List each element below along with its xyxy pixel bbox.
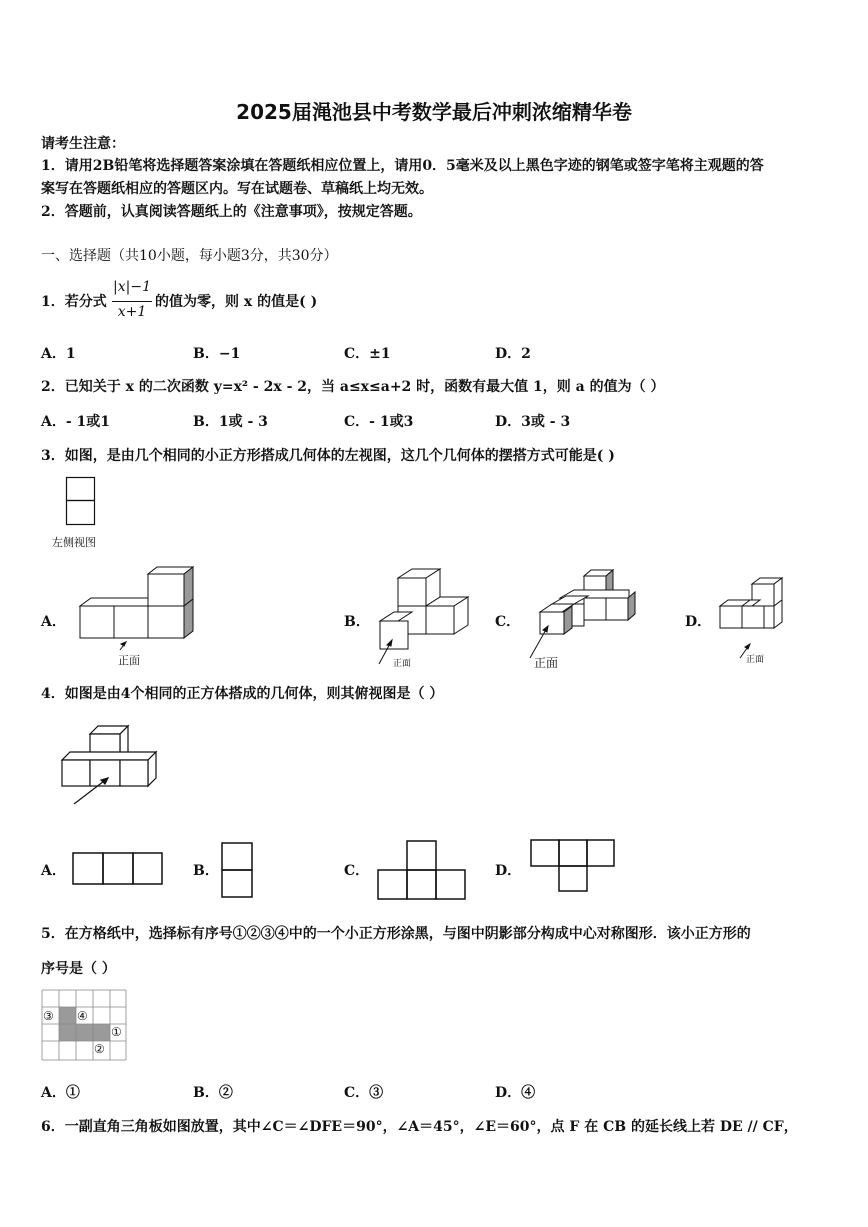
q3-left-view-figure (66, 477, 96, 527)
q5-option-c[interactable]: C．③ (344, 1085, 384, 1101)
q4-option-b[interactable]: B． (193, 863, 219, 879)
q3-figure-b-front-label: 正面 (393, 659, 412, 669)
q5-option-b[interactable]: B．② (193, 1085, 233, 1101)
q4-figure-c (377, 840, 467, 900)
q5-mark-1: ① (111, 1025, 122, 1039)
q1-option-a[interactable]: A．1 (41, 346, 76, 362)
q3-option-a[interactable]: A． (41, 614, 66, 630)
q4-option-c[interactable]: C． (344, 863, 370, 879)
q2-option-d[interactable]: D．3或 - 3 (495, 414, 571, 430)
q5-option-a[interactable]: A．① (41, 1085, 80, 1101)
q3-figure-d-front-label: 正面 (746, 655, 765, 665)
q3-figure-c-front-label: 正面 (534, 656, 559, 670)
page-title: 2025届渑池县中考数学最后冲刺浓缩精华卷 (236, 100, 632, 124)
q1-numerator: |x|−1 (113, 279, 151, 295)
q4-option-a[interactable]: A． (41, 863, 66, 879)
q1-prefix: 1．若分式 (41, 294, 107, 310)
fraction-bar (112, 301, 152, 302)
q3-option-b[interactable]: B． (344, 614, 370, 630)
q2-option-c[interactable]: C．- 1或3 (344, 414, 414, 430)
q5-mark-4: ④ (77, 1009, 88, 1023)
q4-figure (58, 724, 162, 808)
q5-mark-2: ② (94, 1042, 105, 1056)
q1-option-c[interactable]: C．±1 (344, 346, 391, 362)
q5-line-2: 序号是（ ） (41, 961, 116, 977)
q4-figure-a (72, 852, 164, 886)
q4-figure-d (530, 839, 616, 893)
section-heading: 一、选择题（共10小题，每小题3分，共30分） (41, 248, 338, 264)
q6-text: 6．一副直角三角板如图放置，其中∠C＝∠DFE＝90°，∠A＝45°，∠E＝60°，点 F 在 CB 的延长线上若 DE // CF， (41, 1119, 798, 1135)
notice-line-1: 1．请用2B铅笔将选择题答案涂填在答题纸相应位置上，请用0．5毫米及以上黑色字迹的钢笔或签字笔将主观题的答 (41, 158, 764, 174)
q2-option-a[interactable]: A．- 1或1 (41, 414, 111, 430)
q5-line-1: 5．在方格纸中，选择标有序号①②③④中的一个小正方形涂黑，与图中阴影部分构成中心对称图形．该小正方形的 (41, 926, 751, 942)
q3-figure-a-front-label: 正面 (118, 654, 140, 667)
notice-line-2: 案写在答题纸相应的答题区内。写在试题卷、草稿纸上均无效。 (41, 181, 433, 197)
q2-option-b[interactable]: B．1或 - 3 (193, 414, 268, 430)
q1-denominator: x+1 (117, 304, 147, 320)
q4-text: 4．如图是由4个相同的正方体搭成的几何体，则其俯视图是（ ） (41, 686, 444, 702)
q3-figure-a (78, 566, 200, 666)
q5-mark-3: ③ (43, 1009, 54, 1023)
q1-option-b[interactable]: B．−1 (193, 346, 241, 362)
q1-option-d[interactable]: D．2 (495, 346, 531, 362)
q5-option-d[interactable]: D．④ (495, 1085, 536, 1101)
q3-text: 3．如图，是由几个相同的小正方形搭成几何体的左视图，这几个几何体的摆搭方式可能是( ) (41, 448, 615, 464)
q4-option-d[interactable]: D． (495, 863, 522, 879)
q3-figure-b (372, 568, 474, 670)
q3-figure-d (718, 576, 786, 664)
q1-suffix: 的值为零，则 x 的值是( ) (155, 294, 318, 310)
q3-option-d[interactable]: D． (685, 614, 712, 630)
q4-figure-b (221, 842, 254, 898)
q3-left-view-label: 左侧视图 (52, 536, 96, 549)
q3-figure-c (528, 568, 640, 668)
q3-option-c[interactable]: C． (495, 614, 521, 630)
notice-heading: 请考生注意： (41, 136, 125, 152)
notice-line-3: 2．答题前，认真阅读答题纸上的《注意事项》，按规定答题。 (41, 204, 422, 220)
q2-text: 2．已知关于 x 的二次函数 y=x² - 2x - 2，当 a≤x≤a+2 时，函数有最大值 1，则 a 的值为（ ） (41, 379, 665, 395)
